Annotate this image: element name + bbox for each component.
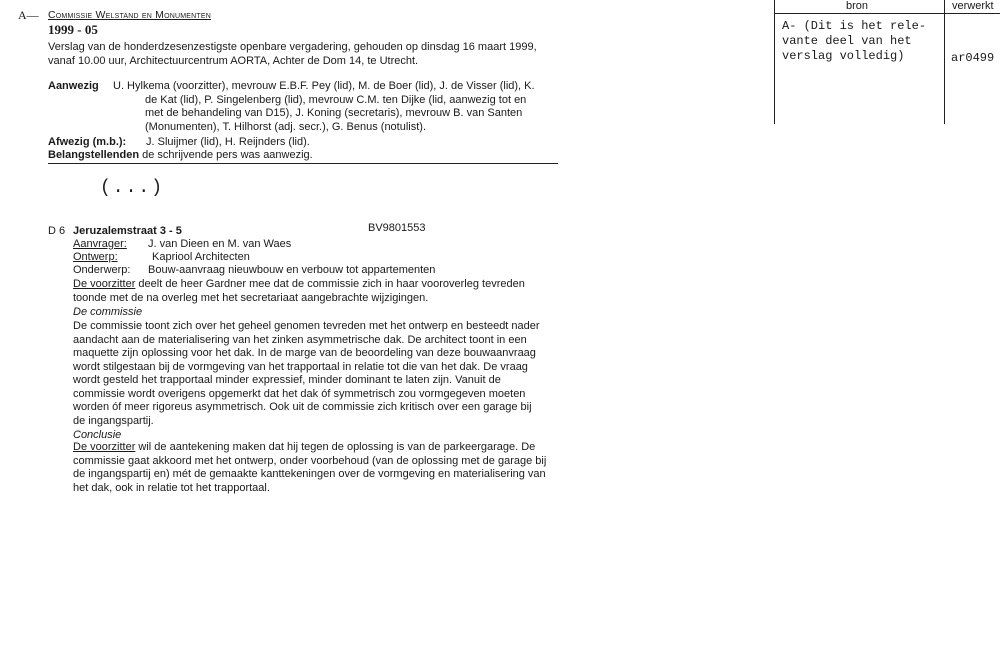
table-header-processed: verwerkt [952, 0, 994, 12]
paragraph-line: aandacht aan de materialisering van het zinken asymmetrische dak. De architect toont in een [73, 333, 527, 346]
design-label: Ontwerp: [73, 251, 118, 263]
conclusion-heading: Conclusie [73, 429, 122, 441]
table-note-cell [782, 19, 926, 64]
table-column-divider [944, 0, 945, 124]
paragraph-line: het dak, ook in relatie tot het trapportaal. [73, 481, 270, 494]
paragraph-line: De commissie toont zich over het geheel genomen tevreden met het ontwerp en besteedt nader [73, 320, 540, 332]
paragraph-line [73, 278, 525, 292]
intro-line: vanaf 10.00 uur, Architectuurcentrum AORTA, Achter de Dom 14, te Utrecht. [48, 54, 419, 67]
commission-heading: De commissie [73, 306, 143, 318]
paragraph-line: wordt gesteld het trapportaal minder expressief, minder dominant te laten zijn. Vanuit de [73, 374, 501, 386]
chair-label: De voorzitter [73, 278, 136, 290]
item-street: Jeruzalemstraat 3 - 5 [73, 225, 182, 237]
interested-row [48, 149, 313, 161]
paragraph-line: de ingangspartij. [73, 414, 154, 427]
table-left-border [774, 0, 775, 124]
paragraph-line: worden óf meer rigoreus asymmetrisch. Ook uit de commissie zich kritisch over een garage bij [73, 401, 532, 413]
paragraph-line: commissie gaat akkoord met het ontwerp, onder voorbehoud (van de oplossing met de garage bij [73, 454, 547, 467]
interested-label: Belangstellenden [48, 149, 140, 161]
item-reference: BV9801553 [368, 222, 426, 234]
section-divider [48, 163, 558, 164]
paragraph-line: wordt stilgestaan bij de vormgeving van het trapportaal in relatie tot die van het dak. De vraag [73, 360, 528, 373]
note-line: vante deel van het [782, 34, 912, 48]
meeting-number: 1999 - 05 [48, 22, 98, 37]
paragraph-text: deelt de heer Gardner mee dat de commissie zich in haar vooroverleg tevreden [135, 278, 525, 290]
present-list [113, 80, 535, 134]
intro-line: Verslag van de honderdzesenzestigste openbare vergadering, gehouden op dinsdag 16 maart 1999, [48, 41, 537, 53]
interested-text: de schrijvende pers was aanwezig. [139, 149, 313, 161]
present-line: (Monumenten), T. Hilhorst (adj. secr.), G. Benus (notulist). [145, 120, 427, 133]
paragraph-text: wil de aantekening maken dat hij tegen de oplossing is van de parkeergarage. De [135, 441, 536, 453]
subject-label: Onderwerp: [73, 264, 131, 276]
commission-paragraph [73, 320, 540, 428]
chair-paragraph [73, 278, 525, 305]
present-label: Aanwezig [48, 80, 99, 92]
table-header-rule [774, 13, 1000, 14]
applicant-label: Aanvrager: [73, 238, 127, 250]
design-value: Kapriool Architecten [152, 251, 250, 263]
table-header-source: bron [846, 0, 869, 12]
absent-list: J. Sluijmer (lid), H. Reijnders (lid). [146, 136, 310, 148]
intro-text [48, 41, 537, 68]
present-line: U. Hylkema (voorzitter), mevrouw E.B.F. Pey (lid), M. de Boer (lid), J. de Visser (lid), K. [113, 80, 535, 92]
paragraph-line [73, 441, 546, 455]
organisation-name: Commissie Welstand en Monumenten [48, 9, 211, 21]
chair-label: De voorzitter [73, 441, 136, 453]
note-line: verslag volledig) [782, 49, 905, 63]
conclusion-paragraph [73, 441, 546, 495]
present-line: de Kat (lid), P. Singelenberg (lid), mevrouw C.M. ten Dijke (lid, aanwezig tot en [145, 93, 527, 106]
paragraph-line: maquette zijn oplossing voor het dak. In de marge van de beoordeling van deze bouwaanvraag [73, 347, 536, 359]
absent-label: Afwezig (m.b.): [48, 136, 127, 148]
table-id-cell: ar0499 [951, 51, 995, 65]
subject-value: Bouw-aanvraag nieuwbouw en verbouw tot appartementen [148, 264, 436, 276]
paragraph-line: de ingangspartij en) mét de gemaakte kanttekeningen over de vormgeving en materialisering van [73, 468, 546, 480]
item-code: D 6 [48, 225, 66, 237]
omission-ellipsis: (...) [100, 178, 165, 198]
applicant-value: J. van Dieen en M. van Waes [148, 238, 292, 250]
note-line: A- (Dit is het rele- [782, 19, 927, 33]
paragraph-line: commissie wordt overigens opgemerkt dat het dak óf symmetrisch zou vormgegeven moeten [73, 387, 526, 400]
section-marker: A— [18, 8, 39, 22]
paragraph-line: toonde met de na overleg met het secretariaat aangebrachte wijzigingen. [73, 291, 429, 304]
present-line: met de behandeling van D15), J. Koning (secretaris), mevrouw B. van Santen [145, 107, 523, 119]
